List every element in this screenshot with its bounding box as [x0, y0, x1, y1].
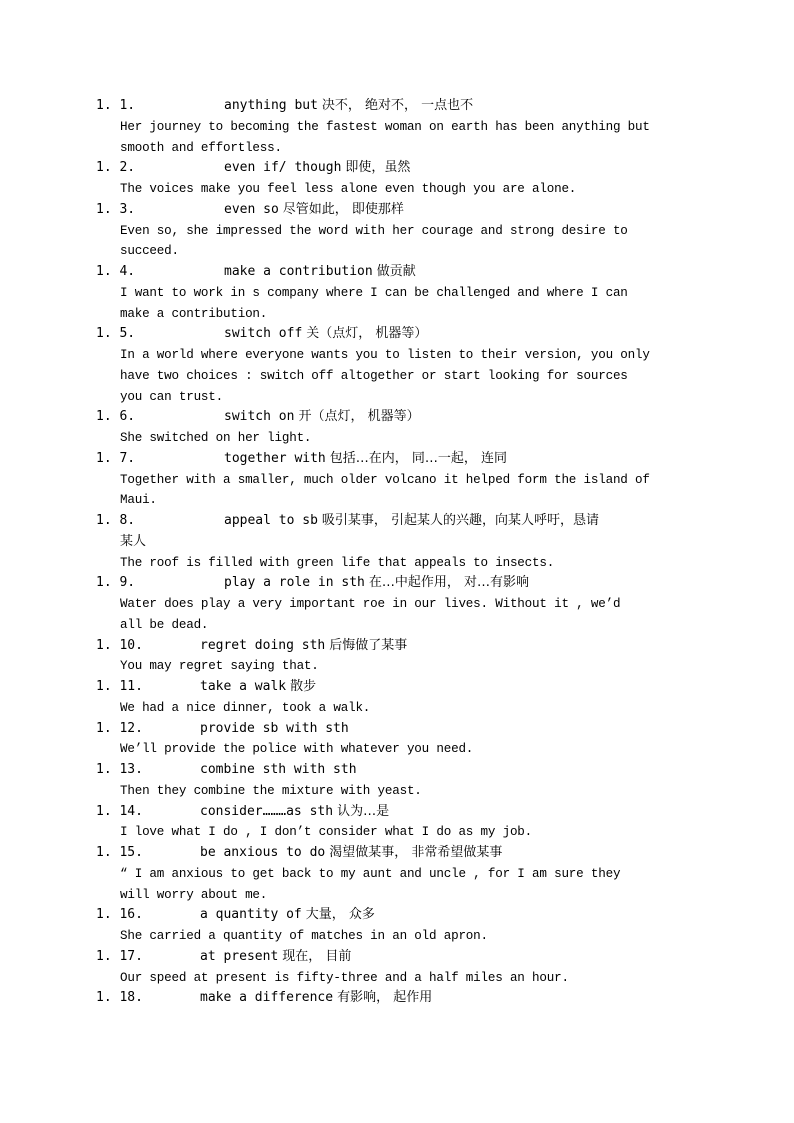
phrase-text: switch off — [224, 326, 303, 342]
phrase-meaning: 现在， 目前 — [282, 948, 352, 964]
vocab-entry — [0, 200, 794, 262]
example-sentence-line: The voices make you feel less alone even though you are alone. — [120, 182, 577, 196]
example-sentence-line: She carried a quantity of matches in an old apron. — [120, 929, 488, 943]
entry-number: 1. 10. — [96, 637, 143, 653]
phrase-text: consider………as sth — [200, 803, 334, 819]
vocabulary-list — [0, 96, 794, 1009]
phrase-meaning: 有影响， 起作用 — [337, 990, 433, 1006]
example-sentence-line: smooth and effortless. — [120, 140, 282, 155]
entry-heading — [0, 760, 794, 781]
entry-phrase — [224, 158, 410, 179]
phrase-meaning: 做贡献 — [376, 264, 416, 279]
entry-number: 1. 2. — [96, 160, 136, 176]
phrase-text: appeal to sb — [224, 513, 318, 528]
entry-heading — [0, 200, 794, 221]
entry-heading — [0, 262, 794, 283]
phrase-text: take a walk — [200, 679, 287, 694]
phrase-text: at present — [200, 948, 279, 964]
phrase-text: anything but — [224, 98, 318, 113]
example-sentence-line: you can trust. — [120, 389, 224, 404]
entry-number: 1. 11. — [96, 679, 143, 694]
example-sentence-line: all be dead. — [120, 617, 209, 632]
entry-heading — [0, 947, 794, 968]
example-sentence-line: Together with a smaller, much older volcano it helped form the island of — [120, 472, 650, 487]
entry-phrase — [200, 988, 432, 1009]
phrase-text: switch on — [224, 409, 295, 425]
example-sentence-line: The roof is filled with green life that appeals to insects. — [120, 555, 555, 570]
vocab-entry — [0, 719, 794, 761]
phrase-text: together with — [224, 450, 326, 466]
phrase-meaning: 在…中起作用， 对…有影响 — [368, 575, 530, 591]
entry-number: 1. 5. — [96, 326, 136, 342]
phrase-text: regret doing sth — [200, 637, 326, 653]
example-sentence-line: You may regret saying that. — [120, 659, 319, 674]
entry-phrase — [200, 843, 502, 864]
entry-phrase — [200, 802, 389, 823]
phrase-text: be anxious to do — [200, 845, 326, 860]
entry-phrase — [200, 760, 357, 781]
example-sentence-line: Maui. — [120, 493, 157, 508]
example-sentence-line: have two choices : switch off altogether or start looking for sources — [120, 368, 628, 383]
entry-phrase — [224, 200, 404, 221]
entry-heading — [0, 802, 794, 823]
phrase-text: make a difference — [200, 990, 334, 1006]
entry-heading — [0, 719, 794, 740]
vocab-entry — [0, 449, 794, 511]
entry-heading — [0, 158, 794, 179]
entry-heading — [0, 96, 794, 117]
entry-number: 1. 17. — [96, 948, 143, 964]
vocab-entry — [0, 262, 794, 324]
phrase-meaning: 散步 — [290, 679, 317, 694]
phrase-meaning: 开（点灯， 机器等） — [298, 409, 420, 425]
example-sentence-line: will worry about me. — [120, 887, 268, 902]
entry-phrase — [200, 719, 349, 740]
entry-number: 1. 14. — [96, 803, 143, 819]
vocab-entry — [0, 802, 794, 844]
vocab-entry — [0, 760, 794, 802]
phrase-meaning: 尽管如此， 即使那样 — [282, 201, 404, 217]
entry-phrase — [224, 449, 507, 470]
entry-heading — [0, 511, 794, 532]
phrase-meaning: 吸引某事， 引起某人的兴趣，向某人呼吁，恳请 — [321, 513, 600, 528]
example-sentence-line: “ I am anxious to get back to my aunt and uncle , for I am sure they — [120, 866, 621, 881]
example-sentence-line: I want to work in s company where I can be challenged and where I can — [120, 285, 628, 300]
example-sentence-line: Even so, she impressed the word with her courage and strong desire to — [120, 223, 628, 238]
vocab-entry — [0, 324, 794, 407]
entry-heading — [0, 636, 794, 657]
example-sentence-line: Water does play a very important roe in our lives. Without it , we’d — [120, 597, 621, 611]
entry-number: 1. 9. — [96, 575, 136, 591]
entry-number: 1. 6. — [96, 409, 136, 425]
example-sentence-line: Our speed at present is fifty-three and a half miles an hour. — [120, 970, 569, 985]
vocab-entry — [0, 636, 794, 678]
phrase-meaning-continued: 某人 — [120, 533, 147, 549]
vocab-entry — [0, 677, 794, 719]
phrase-text: make a contribution — [224, 264, 373, 279]
entry-number: 1. 3. — [96, 201, 136, 217]
phrase-meaning: 大量， 众多 — [305, 907, 375, 923]
vocab-entry — [0, 407, 794, 449]
vocab-entry — [0, 573, 794, 635]
entry-heading — [0, 677, 794, 698]
phrase-meaning: 认为…是 — [337, 803, 390, 819]
entry-phrase — [200, 947, 351, 968]
example-sentence-line: We had a nice dinner, took a walk. — [120, 700, 371, 715]
phrase-meaning: 决不， 绝对不， 一点也不 — [321, 98, 474, 113]
vocab-entry — [0, 843, 794, 905]
example-sentence-line: Then they combine the mixture with yeast. — [120, 783, 422, 798]
vocab-entry — [0, 988, 794, 1009]
entry-number: 1. 8. — [96, 513, 136, 528]
example-sentence-line: We’ll provide the police with whatever you need. — [120, 742, 474, 757]
entry-phrase — [224, 324, 427, 345]
entry-heading — [0, 905, 794, 926]
entry-number: 1. 1. — [96, 98, 136, 113]
phrase-text: play a role in sth — [224, 575, 365, 591]
entry-phrase — [224, 407, 420, 428]
entry-heading — [0, 449, 794, 470]
entry-heading — [0, 988, 794, 1009]
phrase-text: a quantity of — [200, 907, 302, 923]
phrase-text: even so — [224, 201, 279, 217]
example-sentence-line: succeed. — [120, 244, 179, 259]
entry-heading — [0, 407, 794, 428]
phrase-meaning: 后悔做了某事 — [329, 637, 408, 653]
entry-number: 1. 7. — [96, 450, 136, 466]
phrase-text: provide sb with sth — [200, 720, 349, 736]
entry-number: 1. 13. — [96, 762, 143, 777]
entry-number: 1. 16. — [96, 907, 143, 923]
example-sentence-line: I love what I do , I don’t consider what I do as my job. — [120, 825, 533, 840]
phrase-meaning: 关（点灯， 机器等） — [306, 326, 428, 342]
entry-heading — [0, 843, 794, 864]
entry-number: 1. 12. — [96, 720, 143, 736]
entry-phrase — [200, 636, 407, 657]
example-sentence-line: She switched on her light. — [120, 431, 312, 445]
entry-number: 1. 4. — [96, 264, 136, 279]
entry-phrase — [224, 511, 599, 532]
example-sentence-line: make a contribution. — [120, 306, 268, 321]
entry-phrase — [200, 677, 316, 698]
phrase-meaning: 即使，虽然 — [345, 160, 411, 176]
phrase-meaning: 包括…在内， 同…一起， 连同 — [329, 450, 508, 466]
phrase-text: even if/ though — [224, 160, 342, 176]
entry-phrase — [224, 96, 473, 117]
entry-phrase — [224, 573, 529, 594]
phrase-text: combine sth with sth — [200, 762, 357, 777]
entry-heading — [0, 324, 794, 345]
vocab-entry — [0, 96, 794, 158]
entry-phrase — [200, 905, 375, 926]
entry-number: 1. 18. — [96, 990, 143, 1006]
entry-number: 1. 15. — [96, 845, 143, 860]
vocab-entry — [0, 158, 794, 200]
phrase-meaning: 渴望做某事， 非常希望做某事 — [329, 845, 503, 860]
entry-heading — [0, 573, 794, 594]
example-sentence-line: In a world where everyone wants you to listen to their version, you only — [120, 348, 650, 362]
vocab-entry — [0, 511, 794, 573]
vocab-entry — [0, 947, 794, 989]
vocab-entry — [0, 905, 794, 947]
entry-phrase — [224, 262, 416, 283]
example-sentence-line: Her journey to becoming the fastest woman on earth has been anything but — [120, 119, 650, 134]
